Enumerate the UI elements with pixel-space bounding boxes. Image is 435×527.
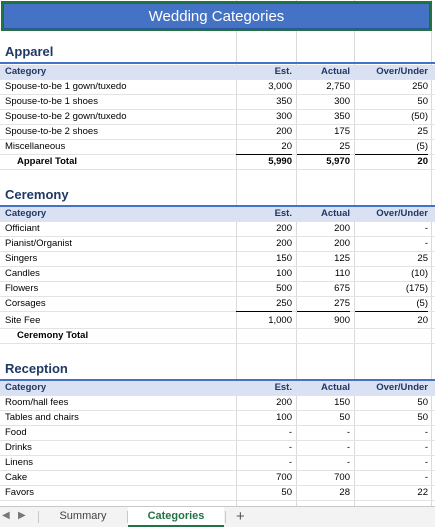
row-est: 100 [276, 412, 292, 423]
header-est: Est. [274, 382, 292, 393]
row-label: Officiant [5, 223, 40, 234]
section-heading-apparel[interactable] [0, 40, 435, 64]
row-label: Linens [5, 457, 33, 468]
row-label: Food [5, 427, 27, 438]
row-est: 500 [276, 283, 292, 294]
tab-label: Summary [59, 510, 107, 522]
total-est: 5,990 [268, 156, 292, 167]
table-row[interactable] [0, 486, 435, 501]
row-label: Corsages [5, 298, 46, 309]
row-label: Spouse-to-be 2 gown/tuxedo [5, 111, 127, 122]
row-over-under: - [424, 427, 428, 438]
add-sheet-button[interactable]: + [236, 508, 245, 525]
scroll-next-icon[interactable]: ▶ [18, 510, 26, 521]
row-label: Spouse-to-be 2 shoes [5, 126, 98, 137]
row-label: Cake [5, 472, 28, 483]
row-over-under: 50 [417, 412, 428, 423]
row-over-under: 50 [417, 397, 428, 408]
row-over-under: - [424, 457, 428, 468]
total-over-under: 20 [417, 156, 428, 167]
row-est: 250 [236, 297, 292, 312]
row-over-under: (10) [411, 268, 428, 279]
row-est: 300 [276, 111, 292, 122]
row-est: 200 [276, 238, 292, 249]
row-actual: 900 [334, 315, 350, 326]
table-row[interactable] [0, 282, 435, 297]
row-est: 200 [276, 397, 292, 408]
row-actual: 25 [297, 140, 350, 155]
row-label: Singers [5, 253, 38, 264]
row-est: 350 [276, 96, 292, 107]
column-header-row[interactable] [0, 65, 435, 80]
table-row[interactable] [0, 297, 435, 312]
row-over-under: (175) [405, 283, 428, 294]
row-est: 3,000 [268, 81, 292, 92]
row-label: Room/hall fees [5, 397, 69, 408]
row-actual: 2,750 [326, 81, 350, 92]
row-est: 200 [276, 223, 292, 234]
row-actual: 200 [334, 223, 350, 234]
column-header-row[interactable] [0, 207, 435, 222]
sheet-tab-bar [0, 506, 435, 527]
scroll-first-icon[interactable]: ◀ [2, 510, 10, 521]
total-label: Ceremony Total [17, 330, 89, 341]
table-row[interactable] [0, 441, 435, 456]
row-over-under: - [424, 223, 428, 234]
row-over-under: - [424, 472, 428, 483]
table-row[interactable] [0, 312, 435, 329]
table-row[interactable] [0, 110, 435, 125]
header-over-under: Over/Under [376, 208, 428, 219]
table-row[interactable] [0, 222, 435, 237]
row-actual: 175 [334, 126, 350, 137]
row-est: 50 [281, 487, 292, 498]
tab-categories[interactable] [128, 507, 224, 527]
row-label: Flowers [5, 283, 39, 294]
table-row[interactable] [0, 411, 435, 426]
row-est: - [288, 457, 292, 468]
row-over-under: 250 [412, 81, 428, 92]
header-category: Category [5, 382, 47, 393]
table-row[interactable] [0, 426, 435, 441]
row-label: Tables and chairs [5, 412, 79, 423]
section-title: Ceremony [5, 187, 69, 202]
row-over-under: (5) [355, 297, 428, 312]
section-heading-ceremony[interactable] [0, 183, 435, 207]
header-category: Category [5, 208, 47, 219]
row-est: 700 [276, 472, 292, 483]
row-over-under: (50) [411, 111, 428, 122]
column-header-row[interactable] [0, 381, 435, 396]
row-label: Candles [5, 268, 40, 279]
row-est: 100 [276, 268, 292, 279]
row-label: Drinks [5, 442, 32, 453]
table-row[interactable] [0, 396, 435, 411]
row-est: - [288, 442, 292, 453]
row-actual: 125 [334, 253, 350, 264]
header-category: Category [5, 66, 47, 77]
row-actual: - [346, 457, 350, 468]
row-actual: 150 [334, 397, 350, 408]
row-actual: 50 [339, 412, 350, 423]
sheet-title-cell[interactable] [3, 3, 430, 29]
row-over-under: 25 [417, 126, 428, 137]
table-row[interactable] [0, 95, 435, 110]
row-label: Favors [5, 487, 35, 498]
total-row[interactable] [0, 155, 435, 170]
header-over-under: Over/Under [376, 382, 428, 393]
row-actual: 28 [339, 487, 350, 498]
row-actual: 300 [334, 96, 350, 107]
table-row[interactable] [0, 140, 435, 155]
header-actual: Actual [320, 66, 350, 77]
row-actual: 200 [334, 238, 350, 249]
row-actual: 110 [334, 268, 350, 279]
total-row[interactable] [0, 329, 435, 344]
total-label: Apparel Total [17, 156, 77, 167]
section-title: Apparel [5, 44, 54, 59]
row-est: 150 [276, 253, 292, 264]
sheet-title: Wedding Categories [148, 7, 285, 25]
header-actual: Actual [320, 382, 350, 393]
table-row[interactable] [0, 252, 435, 267]
row-over-under: (5) [355, 140, 428, 155]
row-actual: 350 [334, 111, 350, 122]
tab-divider [225, 511, 226, 523]
row-est: 1,000 [268, 315, 292, 326]
table-row[interactable] [0, 237, 435, 252]
table-row[interactable] [0, 456, 435, 471]
table-row[interactable] [0, 267, 435, 282]
row-over-under: 22 [417, 487, 428, 498]
header-est: Est. [274, 208, 292, 219]
row-actual: - [346, 442, 350, 453]
header-actual: Actual [320, 208, 350, 219]
tab-label: Categories [147, 510, 205, 522]
table-row[interactable] [0, 125, 435, 140]
table-row[interactable] [0, 80, 435, 95]
row-over-under: 50 [417, 96, 428, 107]
total-actual [297, 329, 350, 343]
row-over-under: 20 [417, 315, 428, 326]
tab-summary[interactable] [40, 507, 126, 527]
row-label: Miscellaneous [5, 141, 66, 152]
row-over-under: 25 [417, 253, 428, 264]
total-over-under [355, 329, 428, 343]
row-over-under: - [424, 238, 428, 249]
row-over-under: - [424, 442, 428, 453]
row-est: 20 [236, 140, 292, 155]
header-over-under: Over/Under [376, 66, 428, 77]
row-actual: 275 [297, 297, 350, 312]
row-label: Pianist/Organist [5, 238, 73, 249]
section-heading-reception[interactable] [0, 357, 435, 381]
row-label: Spouse-to-be 1 shoes [5, 96, 98, 107]
row-label: Site Fee [5, 315, 41, 326]
total-est [236, 329, 292, 343]
header-est: Est. [274, 66, 292, 77]
tab-divider [38, 511, 39, 523]
total-actual: 5,970 [326, 156, 350, 167]
row-actual: 700 [334, 472, 350, 483]
row-label: Spouse-to-be 1 gown/tuxedo [5, 81, 127, 92]
row-est: 200 [276, 126, 292, 137]
row-est: - [288, 427, 292, 438]
row-actual: 675 [334, 283, 350, 294]
row-actual: - [346, 427, 350, 438]
section-title: Reception [5, 361, 68, 376]
table-row[interactable] [0, 471, 435, 486]
